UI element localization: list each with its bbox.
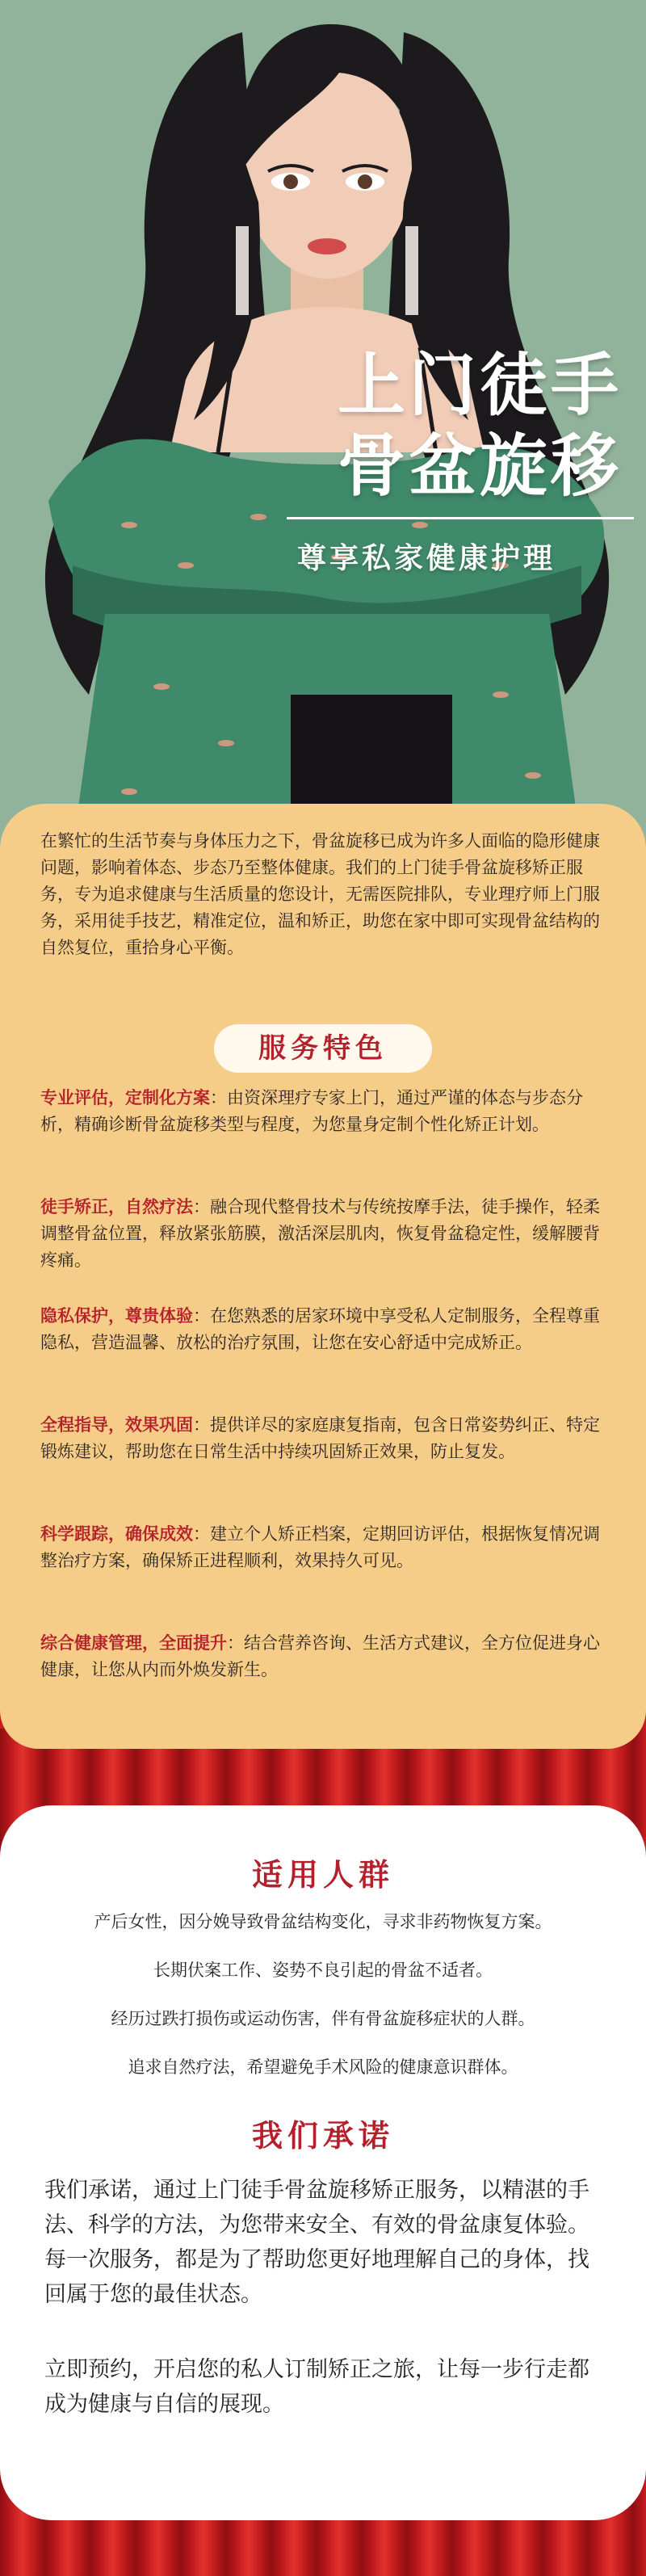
promise-heading: 我们承诺 xyxy=(251,2118,394,2154)
promise-paragraph-1: 我们承诺，通过上门徒手骨盆旋移矫正服务，以精湛的手法、科学的方法，为您带来安全、有效的骨盆康复体验。每一次服务，都是为了帮助您更好地理解自己的身体，找回属于您的最佳状态。 xyxy=(44,2178,589,2307)
feature-item-6 xyxy=(40,1630,606,1683)
feature-title: 徒手矫正，自然疗法 xyxy=(40,1197,193,1217)
hero-subtitle: 尊享私家健康护理 xyxy=(297,542,556,575)
feature-text: ：在您熟悉的居家环境中享受私人定制服务，全程尊重隐私，营造温馨、放松的治疗氛围，让您在安心舒适中完成矫正。 xyxy=(40,1306,600,1352)
hero-banner xyxy=(0,0,646,848)
feature-title: 隐私保护，尊贵体验 xyxy=(40,1306,193,1326)
feature-text: ：融合现代整骨技术与传统按摩手法，徒手操作，轻柔调整骨盆位置，释放紧张筋膜，激活深层肌肉，恢复骨盆稳定性，缓解腰背疼痛。 xyxy=(40,1197,600,1270)
audience-item-4: 追求自然疗法，希望避免手术风险的健康意识群体。 xyxy=(128,2057,518,2077)
feature-text: ：提供详尽的家庭康复指南，包含日常姿势纠正、特定锻炼建议，帮助您在日常生活中持续巩固矫正效果，防止复发。 xyxy=(40,1415,600,1461)
features-heading: 服务特色 xyxy=(214,1024,432,1073)
feature-title: 全程指导，效果巩固 xyxy=(40,1415,193,1435)
promise-paragraph-2: 立即预约，开启您的私人订制矫正之旅，让每一步行走都成为健康与自信的展现。 xyxy=(44,2357,589,2417)
feature-title: 科学跟踪，确保成效 xyxy=(40,1524,193,1544)
left-earring xyxy=(236,226,249,315)
feature-item-5 xyxy=(40,1521,606,1574)
feature-item-4 xyxy=(40,1412,606,1465)
feature-item-3 xyxy=(40,1303,606,1356)
hero-divider xyxy=(287,517,634,519)
audience-heading: 适用人群 xyxy=(251,1857,394,1893)
hero-title-line2: 骨盆旋移 xyxy=(337,427,622,506)
feature-text: ：由资深理疗专家上门，通过严谨的体态与步态分析，精确诊断骨盆旋移类型与程度，为您量身定制个性化矫正计划。 xyxy=(40,1088,583,1134)
feature-text: ：结合营养咨询、生活方式建议，全方位促进身心健康，让您从内而外焕发新生。 xyxy=(40,1633,600,1679)
audience-item-1: 产后女性，因分娩导致骨盆结构变化，寻求非药物恢复方案。 xyxy=(94,1912,552,1931)
lips xyxy=(308,238,346,254)
right-earring xyxy=(405,226,418,315)
feature-text: ：建立个人矫正档案，定期回访评估，根据恢复情况调整治疗方案，确保矫正进程顺利，效果持久可见。 xyxy=(40,1524,600,1570)
feature-item-2 xyxy=(40,1194,606,1274)
feature-item-1 xyxy=(40,1085,606,1138)
audience-item-2: 长期伏案工作、姿势不良引起的骨盆不适者。 xyxy=(153,1960,493,1980)
feature-title: 综合健康管理，全面提升 xyxy=(40,1633,227,1653)
intro-paragraph: 在繁忙的生活节奏与身体压力之下，骨盆旋移已成为许多人面临的隐形健康问题，影响着体态、步态乃至整体健康。我们的上门徒手骨盆旋移矫正服务，专为追求健康与生活质量的您设计，无需医院排队，专业理疗师上门服务，采用徒手技艺，精准定位，温和矫正，助您在家中即可实现骨盆结构的自然复位，重拾身心平衡。 xyxy=(40,831,600,957)
audience-item-3: 经历过跌打损伤或运动伤害，伴有骨盆旋移症状的人群。 xyxy=(111,2009,535,2028)
hero-title-line1: 上门徒手 xyxy=(337,346,622,425)
feature-title: 专业评估，定制化方案 xyxy=(40,1088,210,1107)
